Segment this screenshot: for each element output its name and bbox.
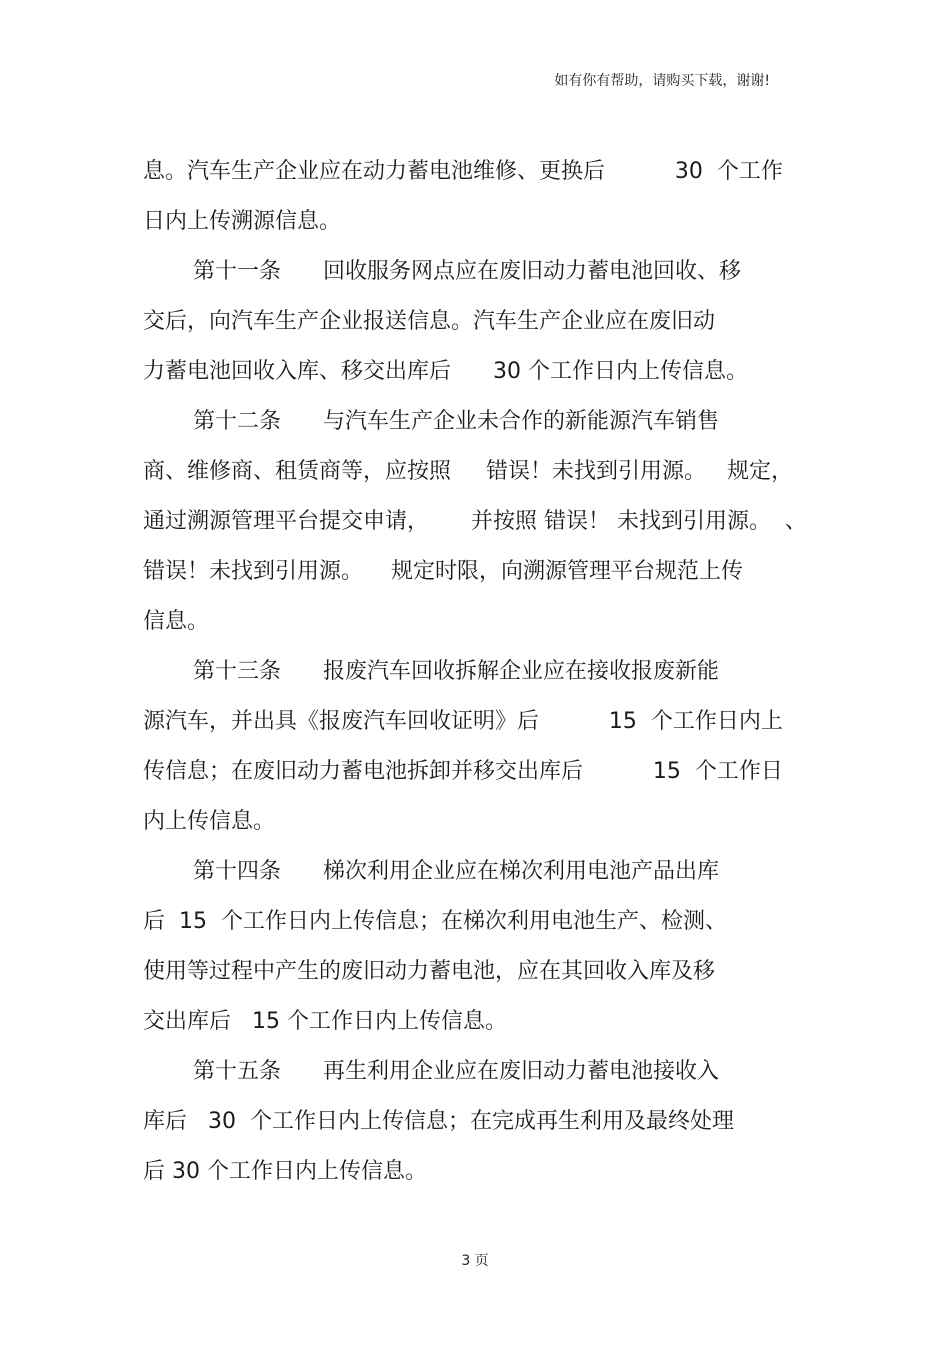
page-number: 3 页: [461, 1253, 489, 1269]
text-line: 信息。: [143, 609, 210, 634]
article-heading: 第十五条 再生利用企业应在废旧动力蓄电池接收入: [193, 1059, 719, 1084]
text-line: 商、维修商、租赁商等，应按照 错误！未找到引用源。 规定，: [143, 459, 793, 484]
article-heading: 第十三条 报废汽车回收拆解企业应在接收报废新能: [193, 659, 719, 684]
text-line: 力蓄电池回收入库、移交出库后 30 个工作日内上传信息。: [143, 359, 748, 384]
text-line: 库后 30 个工作日内上传信息；在完成再生利用及最终处理: [143, 1109, 734, 1134]
article-heading: 第十一条 回收服务网点应在废旧动力蓄电池回收、移: [193, 259, 741, 284]
text-line: 源汽车，并出具《报废汽车回收证明》后 15 个工作日内上: [143, 709, 783, 734]
article-heading: 第十二条 与汽车生产企业未合作的新能源汽车销售: [193, 409, 719, 434]
text-line: 错误！未找到引用源。 规定时限，向溯源管理平台规范上传: [143, 559, 743, 584]
text-line: 日内上传溯源信息。: [143, 209, 342, 234]
text-line: 后 15 个工作日内上传信息；在梯次利用电池生产、检测、: [143, 909, 727, 934]
text-line: 交出库后 15 个工作日内上传信息。: [143, 1009, 507, 1034]
text-line: 息。汽车生产企业应在动力蓄电池维修、更换后 30 个工作: [143, 159, 783, 184]
article-heading: 第十四条 梯次利用企业应在梯次利用电池产品出库: [193, 859, 719, 884]
text-line: 交后，向汽车生产企业报送信息。汽车生产企业应在废旧动: [143, 309, 716, 334]
text-line: 使用等过程中产生的废旧动力蓄电池，应在其回收入库及移: [143, 959, 716, 984]
text-line: 内上传信息。: [143, 809, 276, 834]
text-line: 后 30 个工作日内上传信息。: [143, 1159, 427, 1184]
text-line: 通过溯源管理平台提交申请， 并按照 错误！ 未找到引用源。 、: [143, 509, 807, 534]
header-note: 如有你有帮助，请购买下载，谢谢!: [554, 73, 770, 89]
text-line: 传信息；在废旧动力蓄电池拆卸并移交出库后 15 个工作日: [143, 759, 783, 784]
